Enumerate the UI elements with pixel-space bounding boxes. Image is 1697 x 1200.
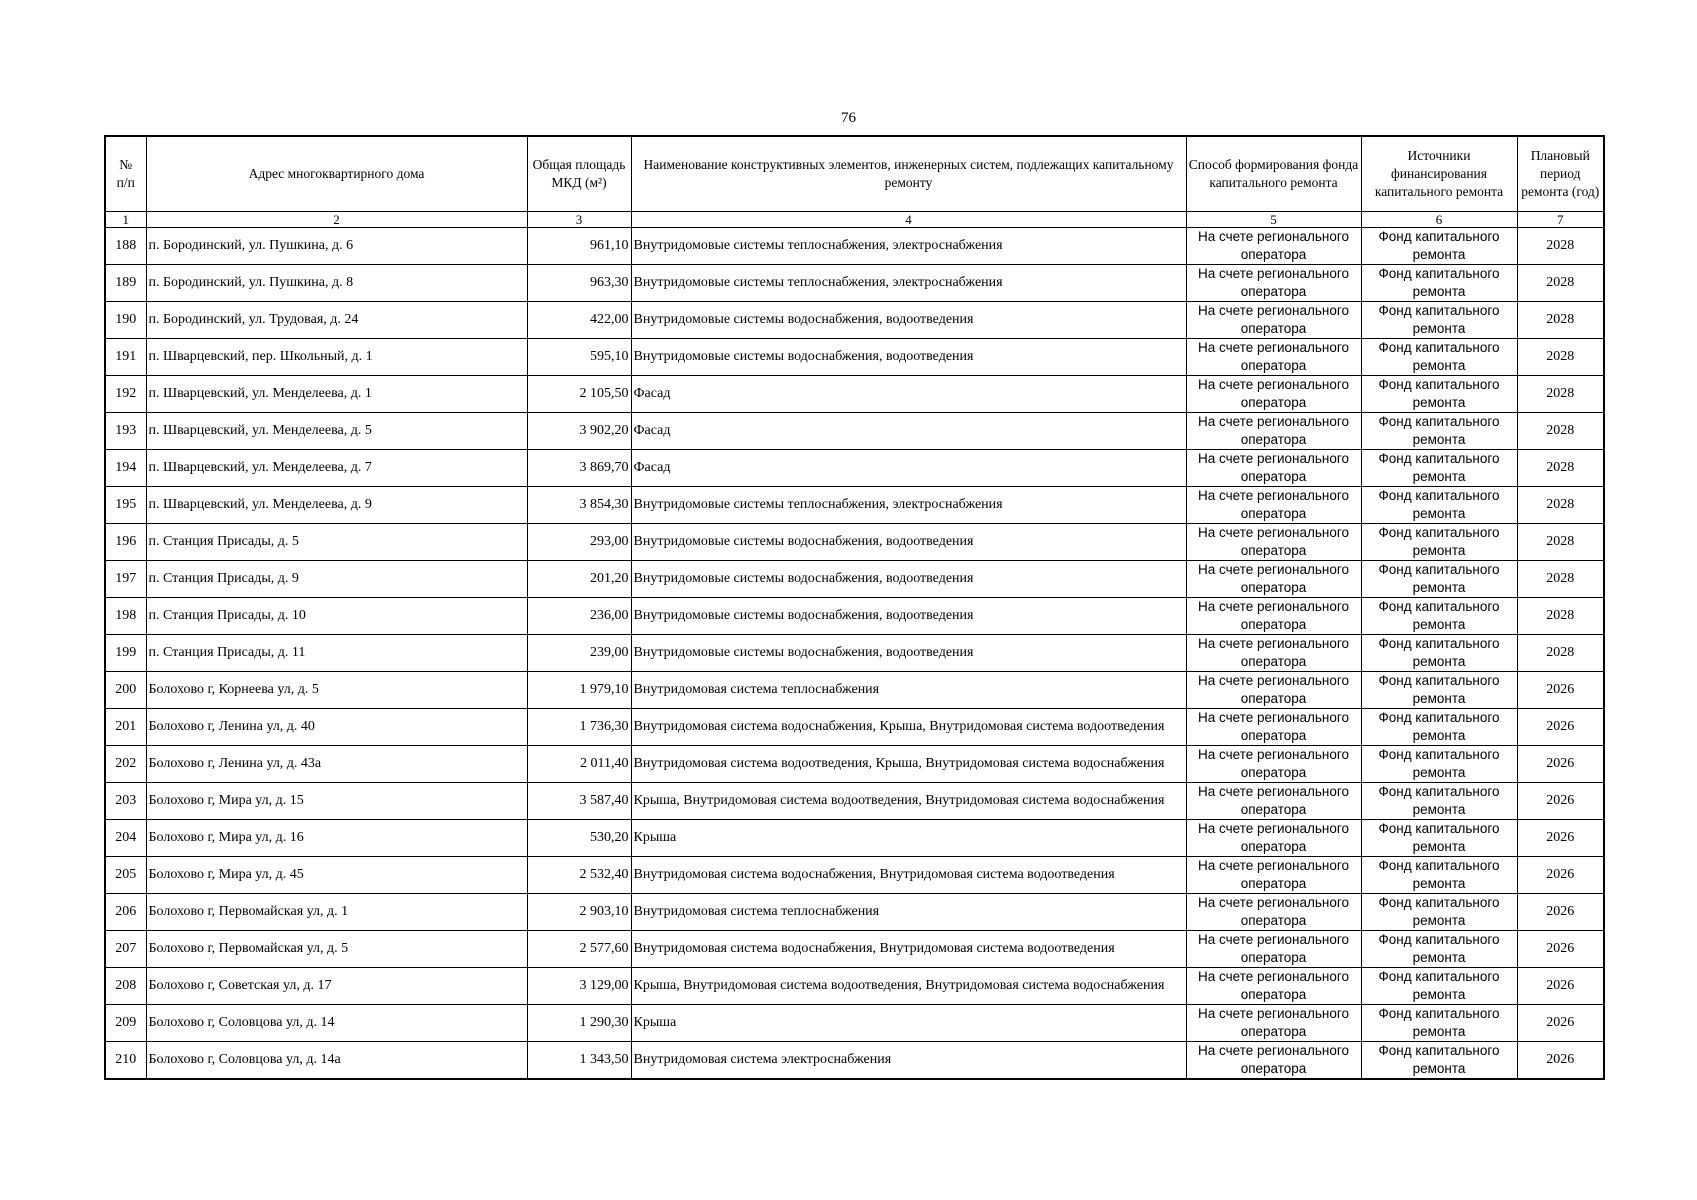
header-sources: Источники финансирования капитального ремонта xyxy=(1361,136,1517,212)
planned-year-cell: 2026 xyxy=(1517,672,1604,709)
area-cell: 3 854,30 xyxy=(527,487,631,524)
table-row xyxy=(105,1005,1604,1042)
funding-source-cell: Фонд капитального ремонта xyxy=(1361,820,1517,857)
elements-cell: Внутридомовые системы теплоснабжения, электроснабжения xyxy=(631,228,1186,265)
funding-source-cell: Фонд капитального ремонта xyxy=(1361,931,1517,968)
funding-source-cell: Фонд капитального ремонта xyxy=(1361,672,1517,709)
elements-cell: Внутридомовая система электроснабжения xyxy=(631,1042,1186,1080)
column-number: 6 xyxy=(1361,212,1517,228)
fund-method-cell: На счете регионального оператора xyxy=(1186,339,1361,376)
row-number-cell: 191 xyxy=(105,339,146,376)
area-cell: 293,00 xyxy=(527,524,631,561)
address-cell: п. Шварцевский, пер. Школьный, д. 1 xyxy=(146,339,527,376)
row-number-cell: 209 xyxy=(105,1005,146,1042)
address-cell: п. Шварцевский, ул. Менделеева, д. 5 xyxy=(146,413,527,450)
area-cell: 201,20 xyxy=(527,561,631,598)
planned-year-cell: 2028 xyxy=(1517,339,1604,376)
funding-source-cell: Фонд капитального ремонта xyxy=(1361,1005,1517,1042)
planned-year-cell: 2026 xyxy=(1517,857,1604,894)
area-cell: 1 290,30 xyxy=(527,1005,631,1042)
address-cell: п. Станция Присады, д. 5 xyxy=(146,524,527,561)
table-row xyxy=(105,820,1604,857)
fund-method-cell: На счете регионального оператора xyxy=(1186,1042,1361,1080)
table-row xyxy=(105,672,1604,709)
elements-cell: Внутридомовые системы водоснабжения, водоотведения xyxy=(631,524,1186,561)
address-cell: Болохово г, Соловцова ул, д. 14а xyxy=(146,1042,527,1080)
address-cell: Болохово г, Соловцова ул, д. 14 xyxy=(146,1005,527,1042)
column-number-row xyxy=(105,212,1604,228)
planned-year-cell: 2028 xyxy=(1517,487,1604,524)
fund-method-cell: На счете регионального оператора xyxy=(1186,413,1361,450)
planned-year-cell: 2028 xyxy=(1517,598,1604,635)
area-cell: 3 587,40 xyxy=(527,783,631,820)
address-cell: п. Станция Присады, д. 11 xyxy=(146,635,527,672)
funding-source-cell: Фонд капитального ремонта xyxy=(1361,709,1517,746)
address-cell: п. Бородинский, ул. Трудовая, д. 24 xyxy=(146,302,527,339)
area-cell: 1 979,10 xyxy=(527,672,631,709)
row-number-cell: 196 xyxy=(105,524,146,561)
fund-method-cell: На счете регионального оператора xyxy=(1186,450,1361,487)
table-row xyxy=(105,968,1604,1005)
address-cell: п. Шварцевский, ул. Менделеева, д. 1 xyxy=(146,376,527,413)
funding-source-cell: Фонд капитального ремонта xyxy=(1361,598,1517,635)
header-area: Общая площадь МКД (м²) xyxy=(527,136,631,212)
elements-cell: Внутридомовые системы теплоснабжения, электроснабжения xyxy=(631,265,1186,302)
planned-year-cell: 2026 xyxy=(1517,820,1604,857)
area-cell: 2 532,40 xyxy=(527,857,631,894)
table-body xyxy=(105,228,1604,1080)
table-row xyxy=(105,561,1604,598)
area-cell: 963,30 xyxy=(527,265,631,302)
area-cell: 3 902,20 xyxy=(527,413,631,450)
row-number-cell: 199 xyxy=(105,635,146,672)
row-number-cell: 204 xyxy=(105,820,146,857)
fund-method-cell: На счете регионального оператора xyxy=(1186,820,1361,857)
row-number-cell: 195 xyxy=(105,487,146,524)
funding-source-cell: Фонд капитального ремонта xyxy=(1361,1042,1517,1080)
funding-source-cell: Фонд капитального ремонта xyxy=(1361,265,1517,302)
planned-year-cell: 2026 xyxy=(1517,931,1604,968)
row-number-cell: 206 xyxy=(105,894,146,931)
fund-method-cell: На счете регионального оператора xyxy=(1186,857,1361,894)
capital-repair-table xyxy=(104,135,1605,1080)
planned-year-cell: 2026 xyxy=(1517,894,1604,931)
row-number-cell: 189 xyxy=(105,265,146,302)
column-number: 1 xyxy=(105,212,146,228)
fund-method-cell: На счете регионального оператора xyxy=(1186,487,1361,524)
funding-source-cell: Фонд капитального ремонта xyxy=(1361,635,1517,672)
table-row xyxy=(105,783,1604,820)
elements-cell: Внутридомовые системы водоснабжения, водоотведения xyxy=(631,561,1186,598)
address-cell: Болохово г, Мира ул, д. 16 xyxy=(146,820,527,857)
address-cell: Болохово г, Мира ул, д. 45 xyxy=(146,857,527,894)
table-row xyxy=(105,894,1604,931)
header-num: № п/п xyxy=(105,136,146,212)
fund-method-cell: На счете регионального оператора xyxy=(1186,598,1361,635)
address-cell: Болохово г, Мира ул, д. 15 xyxy=(146,783,527,820)
address-cell: Болохово г, Ленина ул, д. 43а xyxy=(146,746,527,783)
area-cell: 2 577,60 xyxy=(527,931,631,968)
fund-method-cell: На счете регионального оператора xyxy=(1186,635,1361,672)
funding-source-cell: Фонд капитального ремонта xyxy=(1361,857,1517,894)
address-cell: Болохово г, Корнеева ул, д. 5 xyxy=(146,672,527,709)
area-cell: 2 105,50 xyxy=(527,376,631,413)
planned-year-cell: 2028 xyxy=(1517,265,1604,302)
table-row xyxy=(105,1042,1604,1080)
planned-year-cell: 2028 xyxy=(1517,524,1604,561)
row-number-cell: 188 xyxy=(105,228,146,265)
area-cell: 236,00 xyxy=(527,598,631,635)
funding-source-cell: Фонд капитального ремонта xyxy=(1361,228,1517,265)
funding-source-cell: Фонд капитального ремонта xyxy=(1361,968,1517,1005)
row-number-cell: 201 xyxy=(105,709,146,746)
column-number: 4 xyxy=(631,212,1186,228)
column-number: 2 xyxy=(146,212,527,228)
planned-year-cell: 2028 xyxy=(1517,413,1604,450)
elements-cell: Внутридомовая система водоснабжения, Крыша, Внутридомовая система водоотведения xyxy=(631,709,1186,746)
funding-source-cell: Фонд капитального ремонта xyxy=(1361,376,1517,413)
area-cell: 3 129,00 xyxy=(527,968,631,1005)
elements-cell: Крыша, Внутридомовая система водоотведения, Внутридомовая система водоснабжения xyxy=(631,783,1186,820)
elements-cell: Фасад xyxy=(631,376,1186,413)
elements-cell: Внутридомовые системы водоснабжения, водоотведения xyxy=(631,302,1186,339)
funding-source-cell: Фонд капитального ремонта xyxy=(1361,783,1517,820)
row-number-cell: 202 xyxy=(105,746,146,783)
area-cell: 1 343,50 xyxy=(527,1042,631,1080)
address-cell: п. Бородинский, ул. Пушкина, д. 6 xyxy=(146,228,527,265)
table-row xyxy=(105,635,1604,672)
funding-source-cell: Фонд капитального ремонта xyxy=(1361,524,1517,561)
table-row xyxy=(105,413,1604,450)
elements-cell: Внутридомовые системы водоснабжения, водоотведения xyxy=(631,635,1186,672)
header-fund-method: Способ формирования фонда капитального ремонта xyxy=(1186,136,1361,212)
fund-method-cell: На счете регионального оператора xyxy=(1186,265,1361,302)
address-cell: Болохово г, Советская ул, д. 17 xyxy=(146,968,527,1005)
fund-method-cell: На счете регионального оператора xyxy=(1186,228,1361,265)
funding-source-cell: Фонд капитального ремонта xyxy=(1361,894,1517,931)
funding-source-cell: Фонд капитального ремонта xyxy=(1361,302,1517,339)
table-row xyxy=(105,524,1604,561)
elements-cell: Внутридомовая система теплоснабжения xyxy=(631,672,1186,709)
elements-cell: Внутридомовая система водоснабжения, Внутридомовая система водоотведения xyxy=(631,857,1186,894)
table-row xyxy=(105,487,1604,524)
area-cell: 3 869,70 xyxy=(527,450,631,487)
fund-method-cell: На счете регионального оператора xyxy=(1186,524,1361,561)
fund-method-cell: На счете регионального оператора xyxy=(1186,561,1361,598)
elements-cell: Внутридомовые системы водоснабжения, водоотведения xyxy=(631,598,1186,635)
table-row xyxy=(105,598,1604,635)
row-number-cell: 192 xyxy=(105,376,146,413)
fund-method-cell: На счете регионального оператора xyxy=(1186,376,1361,413)
row-number-cell: 194 xyxy=(105,450,146,487)
fund-method-cell: На счете регионального оператора xyxy=(1186,894,1361,931)
row-number-cell: 205 xyxy=(105,857,146,894)
area-cell: 961,10 xyxy=(527,228,631,265)
fund-method-cell: На счете регионального оператора xyxy=(1186,709,1361,746)
funding-source-cell: Фонд капитального ремонта xyxy=(1361,450,1517,487)
header-row xyxy=(105,136,1604,212)
address-cell: п. Шварцевский, ул. Менделеева, д. 9 xyxy=(146,487,527,524)
row-number-cell: 208 xyxy=(105,968,146,1005)
address-cell: Болохово г, Первомайская ул, д. 5 xyxy=(146,931,527,968)
area-cell: 530,20 xyxy=(527,820,631,857)
table-row xyxy=(105,265,1604,302)
column-number: 3 xyxy=(527,212,631,228)
address-cell: Болохово г, Первомайская ул, д. 1 xyxy=(146,894,527,931)
elements-cell: Фасад xyxy=(631,450,1186,487)
elements-cell: Фасад xyxy=(631,413,1186,450)
header-elements: Наименование конструктивных элементов, инженерных систем, подлежащих капитальному ремонту xyxy=(631,136,1186,212)
elements-cell: Внутридомовая система водоотведения, Крыша, Внутридомовая система водоснабжения xyxy=(631,746,1186,783)
elements-cell: Внутридомовая система теплоснабжения xyxy=(631,894,1186,931)
planned-year-cell: 2028 xyxy=(1517,450,1604,487)
row-number-cell: 207 xyxy=(105,931,146,968)
header-period: Плановый период ремонта (год) xyxy=(1517,136,1604,212)
area-cell: 1 736,30 xyxy=(527,709,631,746)
planned-year-cell: 2028 xyxy=(1517,228,1604,265)
planned-year-cell: 2026 xyxy=(1517,1042,1604,1080)
fund-method-cell: На счете регионального оператора xyxy=(1186,746,1361,783)
row-number-cell: 200 xyxy=(105,672,146,709)
table-row xyxy=(105,709,1604,746)
planned-year-cell: 2028 xyxy=(1517,302,1604,339)
elements-cell: Внутридомовые системы теплоснабжения, электроснабжения xyxy=(631,487,1186,524)
address-cell: п. Шварцевский, ул. Менделеева, д. 7 xyxy=(146,450,527,487)
elements-cell: Крыша xyxy=(631,1005,1186,1042)
page-number: 76 xyxy=(841,110,856,126)
area-cell: 239,00 xyxy=(527,635,631,672)
planned-year-cell: 2026 xyxy=(1517,783,1604,820)
column-number: 7 xyxy=(1517,212,1604,228)
area-cell: 422,00 xyxy=(527,302,631,339)
address-cell: Болохово г, Ленина ул, д. 40 xyxy=(146,709,527,746)
funding-source-cell: Фонд капитального ремонта xyxy=(1361,746,1517,783)
elements-cell: Внутридомовые системы водоснабжения, водоотведения xyxy=(631,339,1186,376)
table-row xyxy=(105,376,1604,413)
header-address: Адрес многоквартирного дома xyxy=(146,136,527,212)
funding-source-cell: Фонд капитального ремонта xyxy=(1361,487,1517,524)
address-cell: п. Станция Присады, д. 10 xyxy=(146,598,527,635)
fund-method-cell: На счете регионального оператора xyxy=(1186,968,1361,1005)
table-row xyxy=(105,228,1604,265)
elements-cell: Крыша xyxy=(631,820,1186,857)
fund-method-cell: На счете регионального оператора xyxy=(1186,783,1361,820)
address-cell: п. Станция Присады, д. 9 xyxy=(146,561,527,598)
planned-year-cell: 2026 xyxy=(1517,746,1604,783)
planned-year-cell: 2028 xyxy=(1517,635,1604,672)
area-cell: 2 903,10 xyxy=(527,894,631,931)
funding-source-cell: Фонд капитального ремонта xyxy=(1361,339,1517,376)
fund-method-cell: На счете регионального оператора xyxy=(1186,302,1361,339)
table-row xyxy=(105,339,1604,376)
planned-year-cell: 2026 xyxy=(1517,968,1604,1005)
planned-year-cell: 2026 xyxy=(1517,1005,1604,1042)
area-cell: 595,10 xyxy=(527,339,631,376)
row-number-cell: 210 xyxy=(105,1042,146,1080)
row-number-cell: 198 xyxy=(105,598,146,635)
table-row xyxy=(105,302,1604,339)
funding-source-cell: Фонд капитального ремонта xyxy=(1361,561,1517,598)
planned-year-cell: 2026 xyxy=(1517,709,1604,746)
planned-year-cell: 2028 xyxy=(1517,561,1604,598)
area-cell: 2 011,40 xyxy=(527,746,631,783)
row-number-cell: 193 xyxy=(105,413,146,450)
planned-year-cell: 2028 xyxy=(1517,376,1604,413)
table-row xyxy=(105,931,1604,968)
table-row xyxy=(105,450,1604,487)
row-number-cell: 197 xyxy=(105,561,146,598)
table-row xyxy=(105,857,1604,894)
elements-cell: Крыша, Внутридомовая система водоотведения, Внутридомовая система водоснабжения xyxy=(631,968,1186,1005)
row-number-cell: 190 xyxy=(105,302,146,339)
fund-method-cell: На счете регионального оператора xyxy=(1186,931,1361,968)
table-row xyxy=(105,746,1604,783)
row-number-cell: 203 xyxy=(105,783,146,820)
elements-cell: Внутридомовая система водоснабжения, Внутридомовая система водоотведения xyxy=(631,931,1186,968)
address-cell: п. Бородинский, ул. Пушкина, д. 8 xyxy=(146,265,527,302)
column-number: 5 xyxy=(1186,212,1361,228)
funding-source-cell: Фонд капитального ремонта xyxy=(1361,413,1517,450)
fund-method-cell: На счете регионального оператора xyxy=(1186,1005,1361,1042)
fund-method-cell: На счете регионального оператора xyxy=(1186,672,1361,709)
